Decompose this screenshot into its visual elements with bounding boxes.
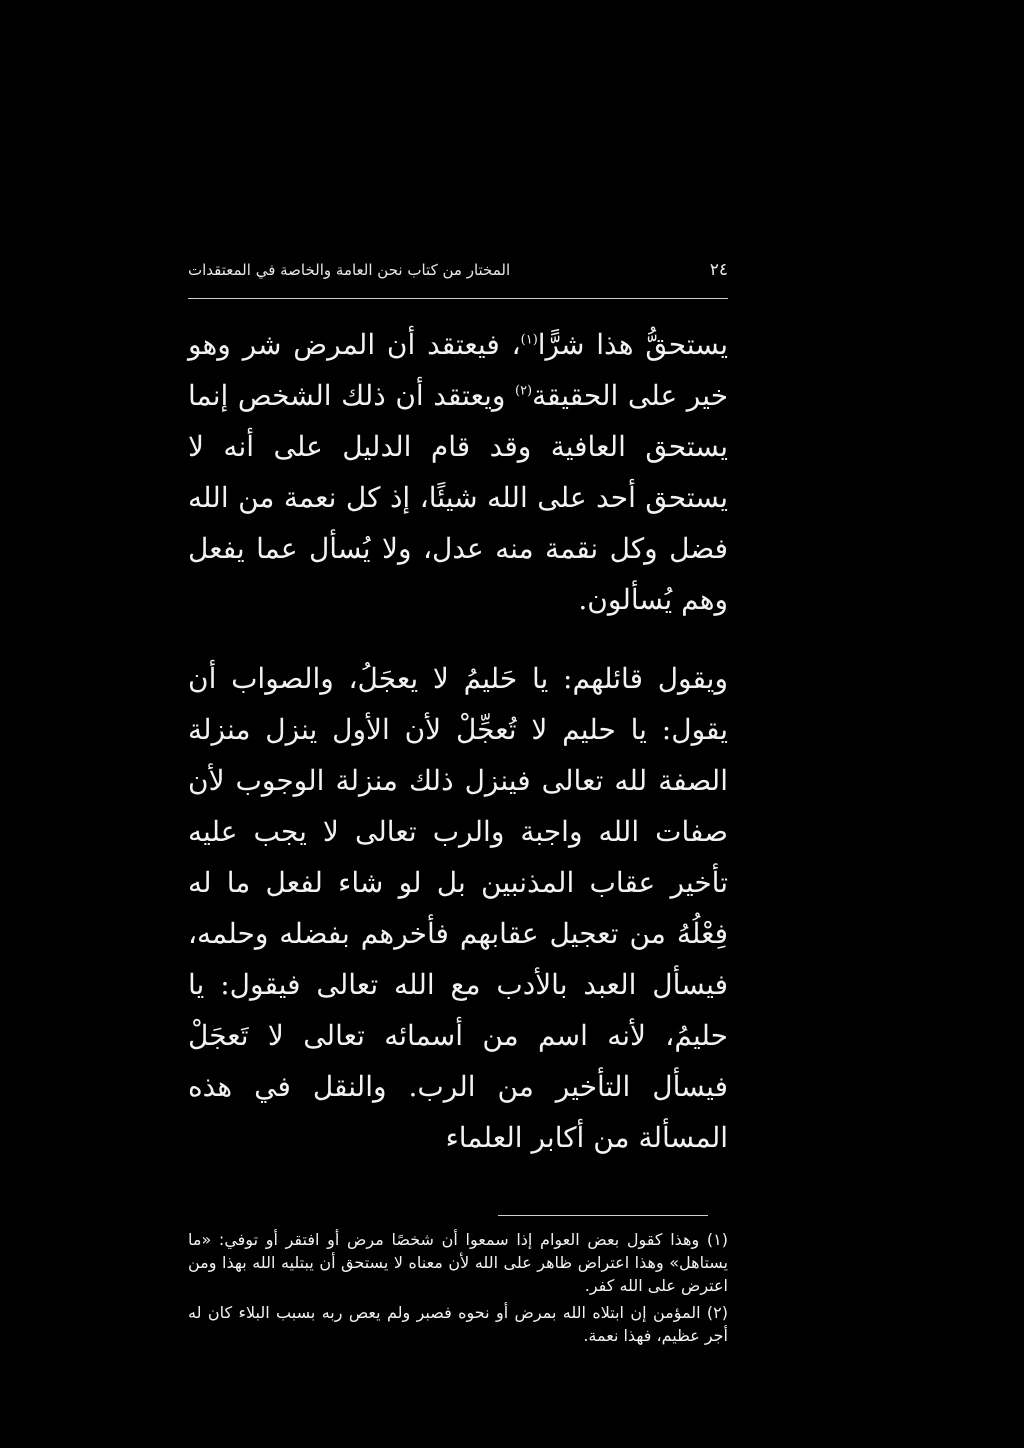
footnote-marker: (٢) xyxy=(514,383,533,399)
paragraph-text: ويقول قائلهم: يا حَليمُ لا يعجَلُ، والصواب أن يقول: يا حليم لا تُعجِّلْ لأن الأول ينزل منزلة الصفة لله تعالى فينزل ذلك منزلة الوجوب لأن صفات الله واجبة والرب تعالى لا يجب عليه تأخير عقاب المذنبين بل لو شاء لفعل ما له فِعْلُهُ من تعجيل عقابهم فأخرهم بفضله وحلمه، فيسأل العبد بالأدب مع الله تعالى فيقول: يا حليمُ، لأنه اسم من أسمائه تعالى لا تَعجَلْ فيسأل التأخير من الرب. والنقل في هذه المسألة من أكابر العلماء xyxy=(188,662,728,1154)
footnote: (١) وهذا كقول بعض العوام إذا سمعوا أن شخصًا مرض أو افتقر أو توفي: «ما يستاهل» وهذا اعتراض ظاهر على الله لأن معناه لا يستحق أن يبتليه الله بهذا ومن اعترض على الله كفر. xyxy=(188,1230,728,1295)
book-page xyxy=(188,252,729,1345)
body-paragraph xyxy=(188,319,728,625)
header-rule xyxy=(188,298,728,299)
page-number: ٢٤ xyxy=(709,260,728,280)
body-text xyxy=(188,319,728,1163)
page-header xyxy=(188,252,728,288)
paragraph-text: يستحقُّ هذا شرًّا xyxy=(537,328,728,361)
footnote-rule xyxy=(498,1215,708,1216)
running-title: المختار من كتاب نحن العامة والخاصة في المعتقدات xyxy=(188,261,511,279)
paragraph-text: ، فيعتقد أن المرض شر وهو خير على الحقيقة xyxy=(188,328,729,412)
footnote-marker: (١) xyxy=(520,332,538,348)
footnotes xyxy=(188,1228,728,1347)
body-paragraph xyxy=(188,653,728,1163)
footnote: (٢) المؤمن إن ابتلاه الله بمرض أو نحوه فصبر ولم يعص ربه بسبب البلاء كان له أجر عظيم، فهذا نعمة. xyxy=(188,1303,728,1345)
paragraph-text: ويعتقد أن ذلك الشخص إنما يستحق العافية وقد قام الدليل على أنه لا يستحق أحد على الله شيئًا، إذ كل نعمة من الله فضل وكل نقمة منه عدل، ولا يُسأل عما يفعل وهم يُسألون. xyxy=(188,379,728,616)
